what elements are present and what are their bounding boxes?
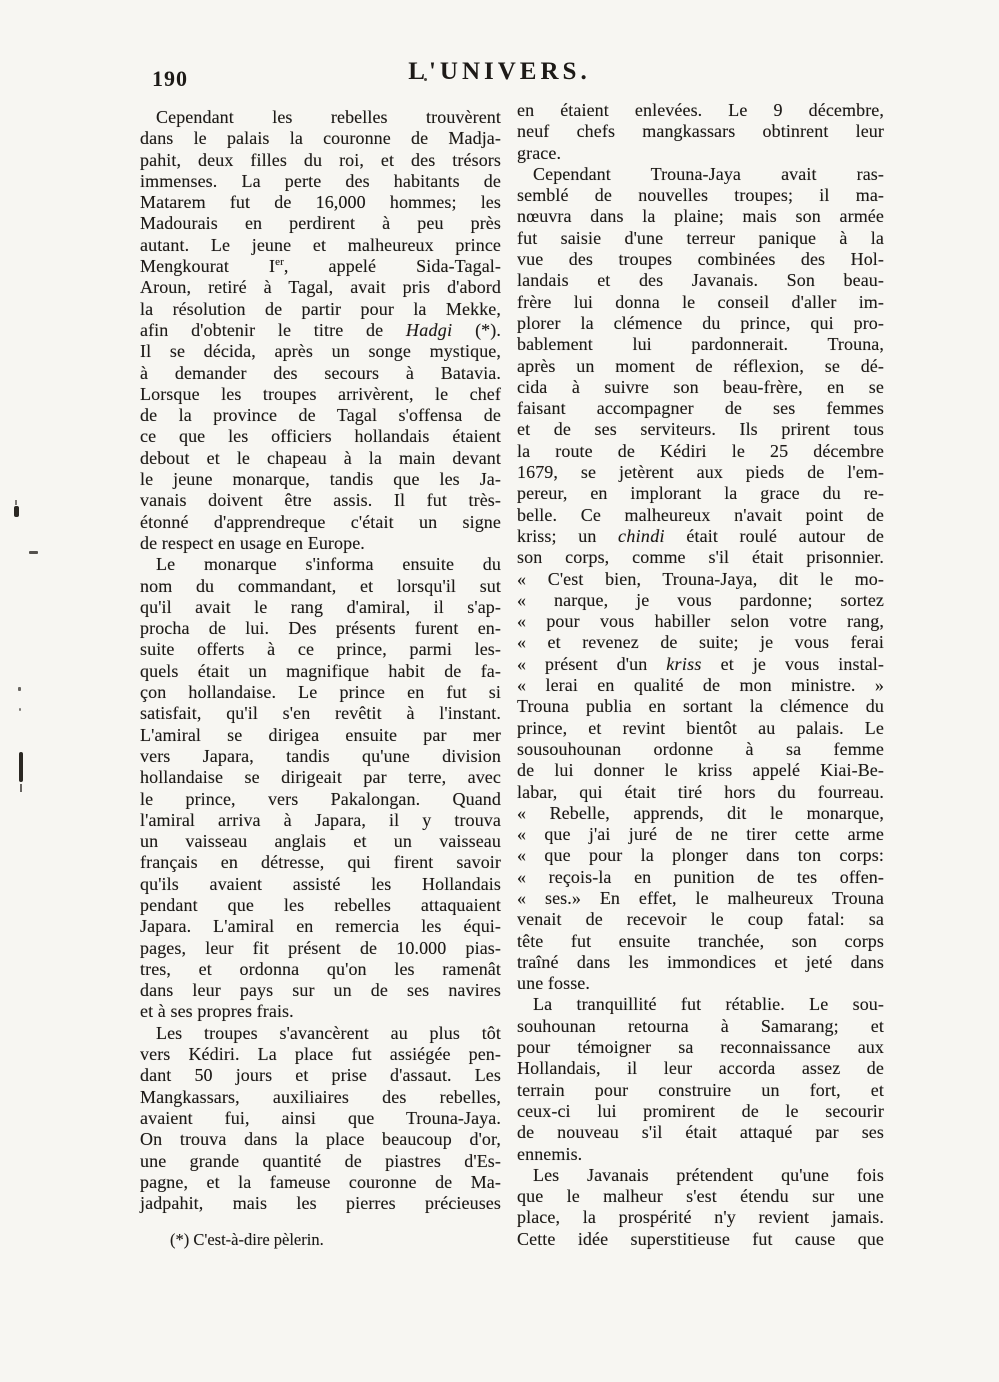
text-line: bablement lui pardonnerait. Trouna, [517, 334, 884, 355]
text-line: neuf chefs mangkassars obtinrent leur [517, 121, 884, 142]
text-line: frère lui donna le conseil d'aller im- [517, 291, 884, 312]
text-line: quels était un magnifique habit de fa- [140, 660, 501, 681]
text-line: vers Kédiri. La place fut assiégée pen- [140, 1044, 501, 1065]
text-line: pahit, deux filles du roi, et des trésors [140, 149, 501, 170]
text-line: en étaient enlevées. Le 9 décembre, [517, 100, 884, 120]
text-line: un vaisseau anglais et un vaisseau [140, 831, 501, 852]
text-line: Cependant les rebelles trouvèrent [156, 107, 501, 127]
text-line: et à ses propres frais. [140, 1001, 294, 1022]
text-line: grace. [517, 142, 562, 163]
ink-speck [19, 708, 21, 711]
text-line: sousouhounan ordonne à sa femme [517, 738, 884, 759]
ink-speck [20, 784, 22, 792]
text-line: debout et le chapeau à la main devant [140, 447, 501, 468]
text-line: Cette idée superstitieuse fut cause que [517, 1228, 884, 1249]
text-line: La tranquillité fut rétablie. Le sou- [533, 994, 884, 1015]
text-line: tête fut ensuite tranchée, son corps [517, 930, 884, 951]
text-line: Les Javanais prétendent qu'une fois [533, 1164, 884, 1185]
text-line: Madourais en perdirent à peu près [140, 213, 501, 234]
text-line: ceux-ci lui promirent de le secourir [517, 1100, 884, 1121]
text-line: autant. Le jeune et malheureux prince [140, 234, 501, 255]
text-line: le prince, vers Pakalongan. Quand [140, 788, 501, 809]
text-line: belle. Ce malheureux n'avait point de [517, 504, 884, 525]
text-line: à demander des secours à Batavia. [140, 362, 501, 383]
text-line: faisant accompagner de ses femmes [517, 398, 884, 419]
text-line: pour témoigner sa reconnaissance aux [517, 1037, 884, 1058]
text-line: Matarem fut de 16,000 hommes; les [140, 192, 501, 213]
text-line: vanais doivent être assis. Il fut très- [140, 490, 501, 511]
text-line: la résolution de partir pour la Mekke, [140, 298, 501, 319]
text-line: de lui donner le kriss appelé Kiai-Be- [517, 760, 884, 781]
text-line: pereur, en implorant la grace du re- [517, 483, 884, 504]
text-line: landais et des Javanais. Son beau- [517, 270, 884, 291]
text-line: prince, et revint bientôt au palais. Le [517, 717, 884, 738]
ink-speck [29, 551, 38, 554]
text-line: pendant que les rebelles attaquaient [140, 894, 501, 915]
text-line: jadpahit, mais les pierres précieuses [140, 1193, 501, 1214]
ink-speck [18, 687, 21, 691]
text-line: « lerai en qualité de mon ministre. » [517, 675, 884, 696]
text-line: immenses. La perte des habitants de [140, 170, 501, 191]
text-line: cida à suivre son beau-frère, en se [517, 376, 884, 397]
text-line: de respect en usage en Europe. [140, 532, 365, 553]
text-line: hollandaise se dirigeait par terre, avec [140, 767, 501, 788]
text-line: Hollandais, il leur accorda assez de [517, 1058, 884, 1079]
text-line: « présent d'un kriss et je vous instal- [517, 653, 884, 674]
text-line: souhounan retourna à Samarang; et [517, 1015, 884, 1036]
text-line: nœuvra dans la plaine; mais son armée [517, 206, 884, 227]
text-line: une grande quantité de piastres d'Es- [140, 1150, 501, 1171]
text-line: « C'est bien, Trouna-Jaya, dit le mo- [517, 568, 884, 589]
text-line: « narque, je vous pardonne; sortez [517, 589, 884, 610]
text-line: Aroun, retiré à Tagal, avait pris d'abord [140, 277, 501, 298]
text-line: L'amiral se dirigea ensuite par mer [140, 724, 501, 745]
text-line: ce que les officiers hollandais étaient [140, 426, 501, 447]
text-line: procha de lui. Des présents furent en- [140, 618, 501, 639]
text-line: Cependant Trouna-Jaya avait ras- [533, 163, 884, 184]
text-line: ennemis. [517, 1143, 583, 1164]
page-number: 190 [152, 66, 188, 91]
text-line: pagne, et la fameuse couronne de Ma- [140, 1171, 501, 1192]
text-line: çon hollandaise. Le prince en fut si [140, 682, 501, 703]
left-column [140, 100, 501, 1250]
text-line: « Rebelle, apprends, dit le monarque, [517, 802, 884, 823]
text-line: « reçois-la en punition de tes offen- [517, 866, 884, 887]
text-line: l'amiral arriva à Japara, il y trouva [140, 809, 501, 830]
text-line: le jeune monarque, tandis que les Ja- [140, 469, 501, 490]
right-column-lines [517, 100, 884, 1250]
text-line: « et revenez de suite; je vous ferai [517, 632, 884, 653]
text-columns [140, 100, 884, 1250]
ink-speck [19, 752, 23, 782]
text-line: Japara. L'amiral en remercia les équi- [140, 916, 501, 937]
text-line: Lorsque les troupes arrivèrent, le chef [140, 383, 501, 404]
text-line: 1679, se jetèrent aux pieds de l'em- [517, 462, 884, 483]
footnote: (*) C'est-à-dire pèlerin. [170, 1230, 324, 1250]
text-line: Le monarque s'informa ensuite du [156, 554, 501, 575]
text-line: On trouva dans la place beaucoup d'or, [140, 1129, 501, 1150]
text-line: Les troupes s'avancèrent au plus tôt [156, 1022, 501, 1043]
text-line: Mangkassars, auxiliaires des rebelles, [140, 1086, 501, 1107]
ink-speck [15, 500, 17, 505]
text-line: suite offerts à ce prince, parmi les- [140, 639, 501, 660]
running-header-title: L'UNIVERS. [408, 58, 591, 85]
text-line: de la province de Tagal s'offensa de [140, 405, 501, 426]
text-line: étonné d'apprendreque c'était un signe [140, 511, 501, 532]
text-line: « pour vous habiller selon votre rang, [517, 611, 884, 632]
text-line: la route de Kédiri le 25 décembre [517, 440, 884, 461]
text-line: traîné dans les immondices et jeté dans [517, 951, 884, 972]
text-line: une fosse. [517, 973, 590, 994]
text-line: après un moment de réflexion, se dé- [517, 355, 884, 376]
text-line: place, la prospérité n'y revient jamais. [517, 1207, 884, 1228]
text-line: semblé de nouvelles troupes; il ma- [517, 185, 884, 206]
text-line: français en détresse, qui firent savoir [140, 852, 501, 873]
text-line: plorer la clémence du prince, qui pro- [517, 312, 884, 333]
text-line: pages, leur fit présent de 10.000 pias- [140, 937, 501, 958]
text-line: avaient fui, ainsi que Trouna-Jaya. [140, 1107, 501, 1128]
text-line: « que pour la plonger dans ton corps: [517, 845, 884, 866]
text-line: « ses.» En effet, le malheureux Trouna [517, 887, 884, 908]
text-line: dans leur pays sur un de ses navires [140, 980, 501, 1001]
text-line: vue des troupes combinées des Hol- [517, 249, 884, 270]
text-line: tres, et ordonna qu'on les ramenât [140, 958, 501, 979]
text-line: et de ses serviteurs. Ils prirent tous [517, 419, 884, 440]
text-line: labar, qui était tiré hors du fourreau. [517, 781, 884, 802]
text-line: que le malheur s'est étendu sur une [517, 1186, 884, 1207]
text-line: vers Japara, tandis qu'une division [140, 745, 501, 766]
text-line: fut saisie d'une terreur panique à la [517, 227, 884, 248]
text-line: satisfait, qu'il s'en revêtit à l'instant. [140, 703, 501, 724]
text-line: nom du commandant, et lorsqu'il sut [140, 575, 501, 596]
text-line: kriss; un chindi était roulé autour de [517, 525, 884, 546]
ink-speck [14, 506, 19, 517]
text-line: « que j'ai juré de ne tirer cette arme [517, 824, 884, 845]
text-line: Il se décida, après un songe mystique, [140, 341, 501, 362]
text-line: qu'il avait le rang d'amiral, il s'ap- [140, 596, 501, 617]
text-line: dans le palais la couronne de Madja- [140, 128, 501, 149]
text-line: Mengkourat Ier, appelé Sida-Tagal- [140, 256, 501, 277]
text-line: venait de recevoir le coup fatal: sa [517, 909, 884, 930]
text-line: qu'ils avaient assisté les Hollandais [140, 873, 501, 894]
text-line: son corps, comme s'il était prisonnier. [517, 547, 884, 568]
left-column-lines [140, 107, 501, 1214]
text-line: de nouveau s'il était attaqué par ses [517, 1122, 884, 1143]
text-line: Trouna publia en sortant la clémence du [517, 696, 884, 717]
text-line: afin d'obtenir le titre de Hadgi (*). [140, 319, 501, 340]
text-line: dant 50 jours et prise d'assaut. Les [140, 1065, 501, 1086]
text-line: terrain pour construire un fort, et [517, 1079, 884, 1100]
right-column [517, 100, 884, 1250]
